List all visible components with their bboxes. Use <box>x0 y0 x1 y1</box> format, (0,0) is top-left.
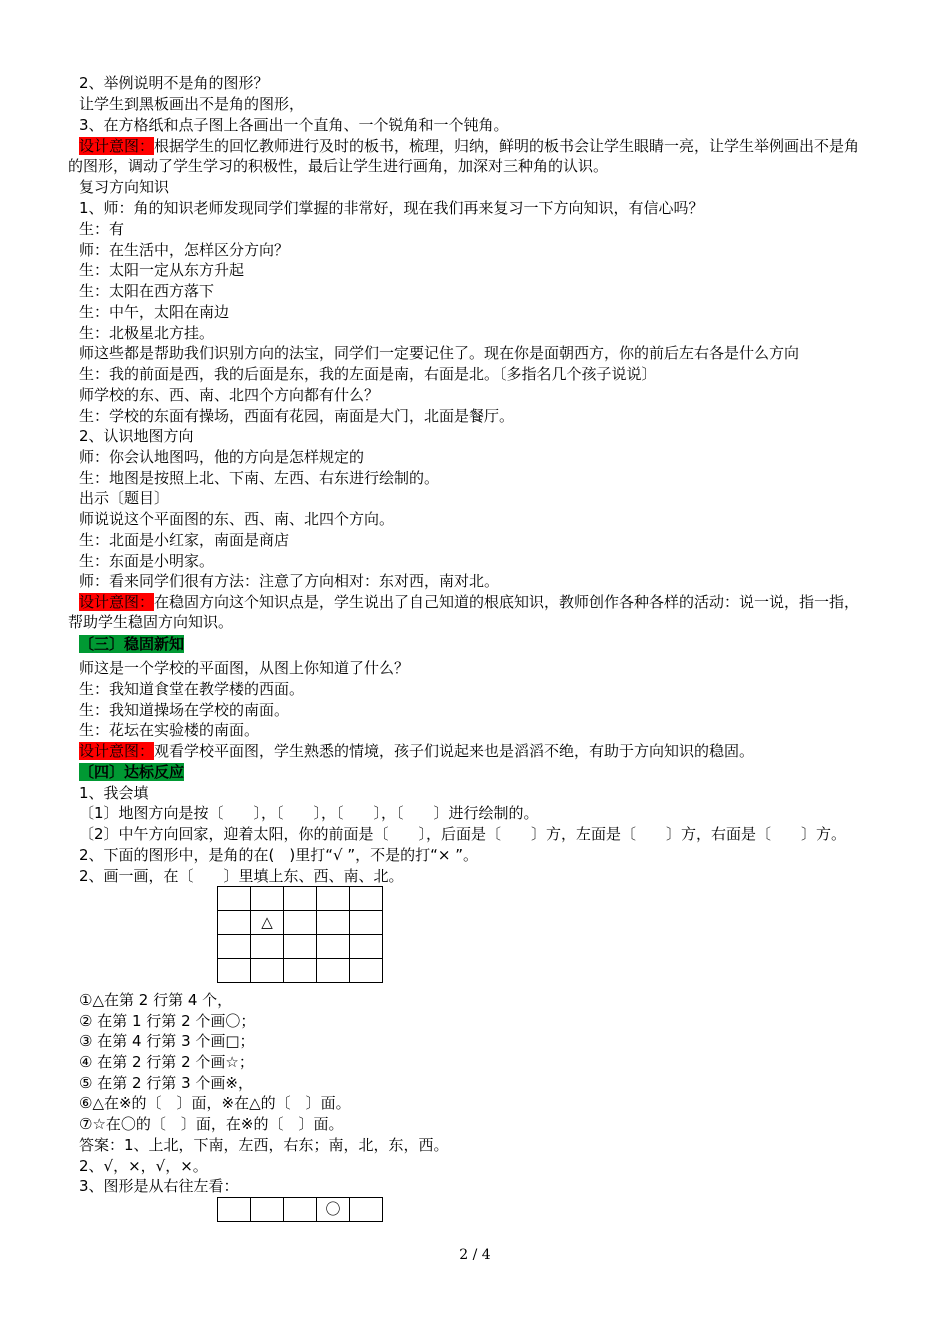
design-note <box>68 136 873 176</box>
text-line: 师：看来同学们很有方法：注意了方向相对：东对西，南对北。 <box>79 572 500 590</box>
text-line: 师学校的东、西、南、北四个方向都有什么？ <box>79 386 380 404</box>
text-line: 1、师：角的知识老师发现同学们掌握的非常好，现在我们再来复习一下方向知识，有信心吗？ <box>79 199 704 217</box>
text-line: ⑦☆在〇的〔 〕面，在※的〔 〕面。 <box>79 1115 344 1133</box>
text-line: 生：太阳一定从东方升起 <box>79 261 245 279</box>
text-line: 让学生到黑板画出不是角的图形， <box>79 95 305 113</box>
text-line: 生：东面是小明家。 <box>79 552 215 570</box>
text-line: 师这是一个学校的平面图，从图上你知道了什么？ <box>79 659 410 677</box>
text-line: ⑥△在※的〔 〕面，※在△的〔 〕面。 <box>79 1094 351 1112</box>
text-line: 师说说这个平面图的东、西、南、北四个方向。 <box>79 510 395 528</box>
text-line: 2、画一画，在〔 〕里填上东、西、南、北。 <box>79 867 404 885</box>
text-line: 〔1〕地图方向是按〔 〕，〔 〕，〔 〕，〔 〕进行绘制的。 <box>79 804 539 822</box>
text-line: ④ 在第 2 行第 2 个画☆； <box>79 1053 254 1071</box>
text-line: 2、认识地图方向 <box>79 427 194 445</box>
text-line: 2、√，×，√，×。 <box>79 1157 208 1175</box>
text-line: ③ 在第 4 行第 3 个画□； <box>79 1032 255 1050</box>
text-line: ⑤ 在第 2 行第 3 个画※， <box>79 1074 253 1092</box>
text-line: 〔2〕中午方向回家，迎着太阳，你的前面是〔 〕，后面是〔 〕方，左面是〔 〕方，右面是〔 〕方。 <box>79 825 847 843</box>
text-line: 生：北极星北方挂。 <box>79 324 215 342</box>
text-line: 生：我知道食堂在教学楼的西面。 <box>79 680 305 698</box>
text-line: 3、在方格纸和点子图上各画出一个直角、一个锐角和一个钝角。 <box>79 116 509 134</box>
text-line: 生：北面是小红家，南面是商店 <box>79 531 290 549</box>
text-line: 生：有 <box>79 220 125 238</box>
position-grid <box>217 886 383 983</box>
design-note-label: 设计意图： <box>79 593 155 611</box>
design-note-label: 设计意图： <box>79 137 155 155</box>
text-line: ①△在第 2 行第 4 个， <box>79 991 233 1009</box>
circle-icon: 〇 <box>317 1198 350 1222</box>
text-line: 生：学校的东面有操场，西面有花园，南面是大门，北面是餐厅。 <box>79 407 515 425</box>
design-note-text: 根据学生的回忆教师进行及时的板书，梳理，归纳，鲜明的板书会让学生眼睛一亮，让学生举例画出不是角的图形，调动了学生学习的积极性，最后让学生进行画角，加深对三种角的认识。 <box>68 137 860 175</box>
text-line: 答案：1、上北，下南，左西，右东；南，北，东，西。 <box>79 1136 449 1154</box>
text-line: 2、举例说明不是角的图形？ <box>79 74 269 92</box>
answer-grid <box>217 1197 383 1222</box>
text-line: 出示〔题目〕 <box>79 489 170 507</box>
text-line: 复习方向知识 <box>79 178 170 196</box>
design-note <box>79 741 754 761</box>
design-note <box>68 592 873 632</box>
text-line: 师：在生活中，怎样区分方向？ <box>79 241 290 259</box>
text-line: 师：你会认地图吗，他的方向是怎样规定的 <box>79 448 365 466</box>
design-note-text: 在稳固方向这个知识点是，学生说出了自己知道的根底知识，教师创作各种各样的活动：说一说，指一指，帮助学生稳固方向知识。 <box>68 593 860 631</box>
page-number: 2 / 4 <box>459 1247 491 1263</box>
text-line: 生：我知道操场在学校的南面。 <box>79 701 290 719</box>
text-line: 生：我的前面是西，我的后面是东，我的左面是南，右面是北。〔多指名几个孩子说说〕 <box>79 365 657 383</box>
text-line: 生：中午，太阳在南边 <box>79 303 230 321</box>
text-line: ② 在第 1 行第 2 个画〇； <box>79 1012 256 1030</box>
design-note-label: 设计意图： <box>79 742 155 760</box>
text-line: 3、图形是从右往左看： <box>79 1177 239 1195</box>
text-line: 2、下面的图形中，是角的在( )里打“√ ”，不是的打“× ”。 <box>79 846 478 864</box>
text-line: 生：花坛在实验楼的南面。 <box>79 721 260 739</box>
design-note-text: 观看学校平面图，学生熟悉的情境，孩子们说起来也是滔滔不绝，有助于方向知识的稳固。 <box>154 742 755 760</box>
text-line: 生：太阳在西方落下 <box>79 282 215 300</box>
section-heading: 〔四〕达标反应 <box>79 763 185 781</box>
text-line: 师这些都是帮助我们识别方向的法宝，同学们一定要记住了。现在你是面朝西方，你的前后左右各是什么方向 <box>79 344 800 362</box>
section-heading: 〔三〕稳固新知 <box>79 635 185 653</box>
triangle-icon: △ <box>251 911 284 935</box>
text-line: 生：地图是按照上北、下南、左西、右东进行绘制的。 <box>79 469 440 487</box>
text-line: 1、我会填 <box>79 784 149 802</box>
